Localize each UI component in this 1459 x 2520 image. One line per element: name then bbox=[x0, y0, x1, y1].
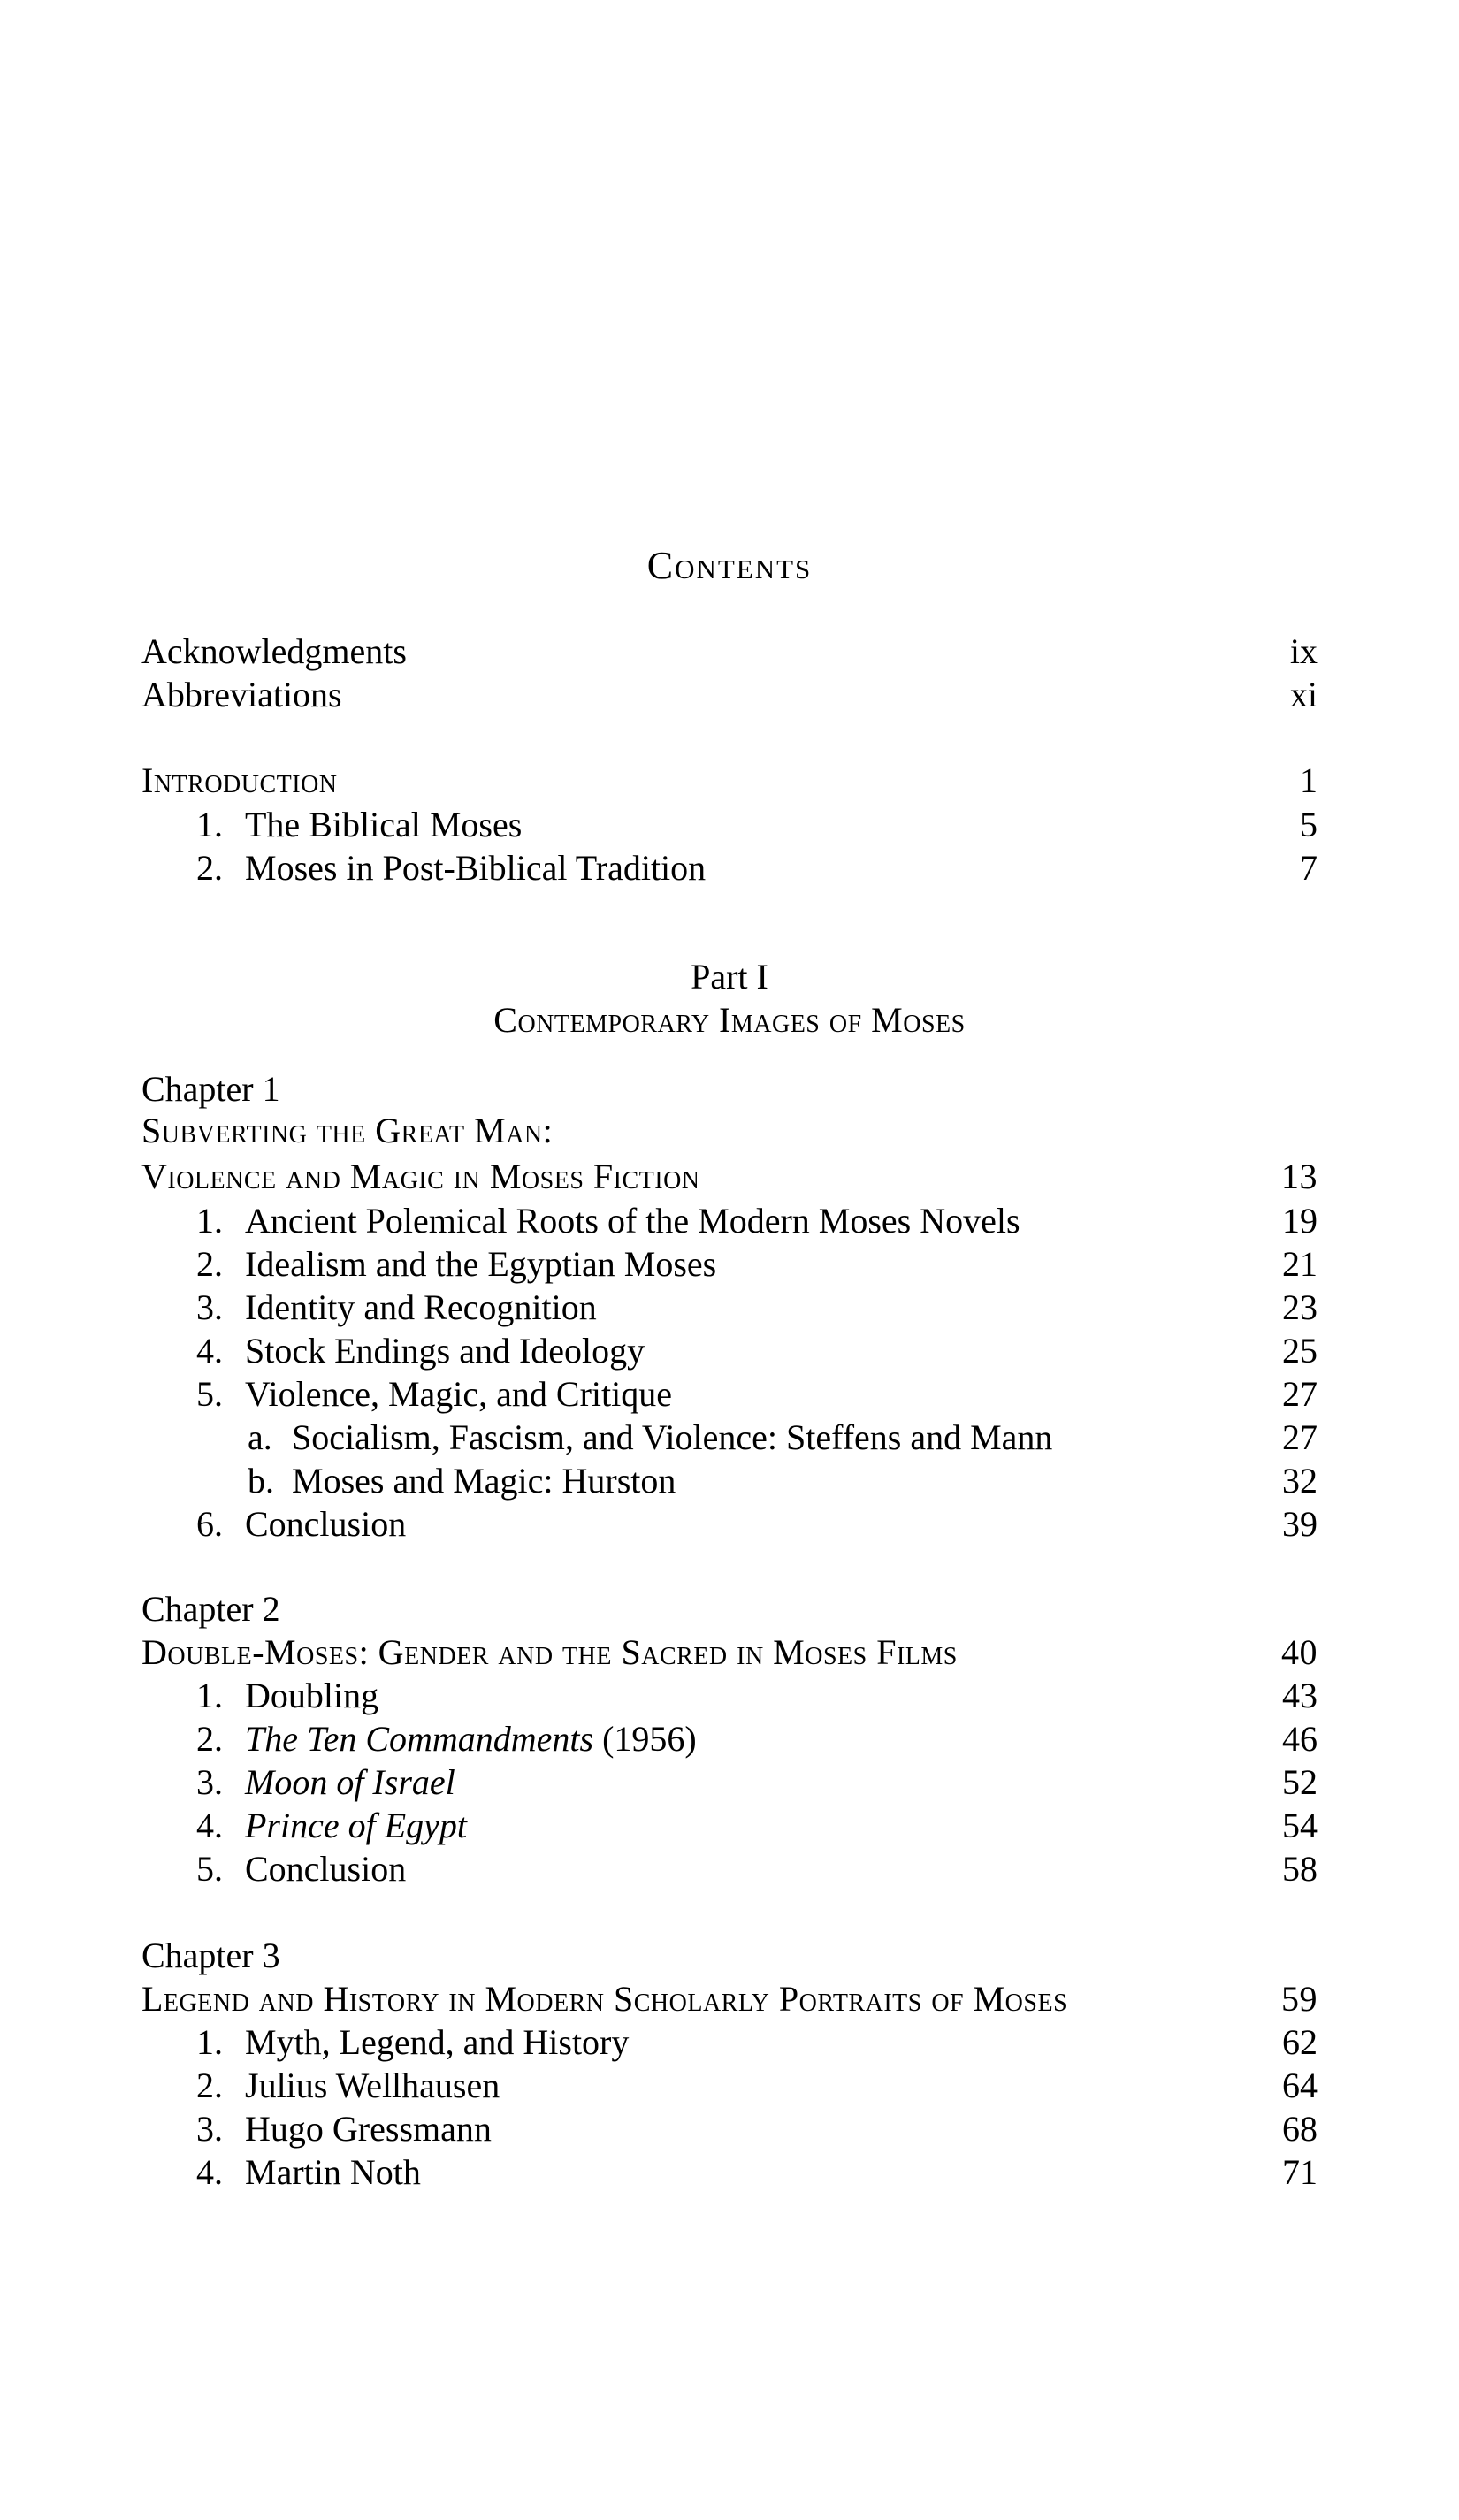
toc-row-abbreviations bbox=[141, 673, 1318, 716]
chapter-3-label: Chapter 3 bbox=[141, 1936, 280, 1975]
toc-row-ch3-item-3: 3. Hugo Gressmann 68 bbox=[196, 2109, 1318, 2149]
toc-row-ch3-item-1: 1. Myth, Legend, and History 62 bbox=[196, 2022, 1318, 2062]
entry-number: 1. bbox=[196, 805, 223, 844]
entry-page: 52 bbox=[1282, 1762, 1318, 1802]
entry-page: 71 bbox=[1282, 2152, 1318, 2192]
toc-row-ch2-item-3: 3. Moon of Israel 52 bbox=[196, 1762, 1318, 1802]
entry-page: 46 bbox=[1282, 1719, 1318, 1759]
chapter-3-title-line-1: Legend and History in Modern Scholarly Portraits of Moses 59 bbox=[141, 1979, 1318, 2019]
entry-label: Acknowledgments bbox=[141, 631, 407, 671]
entry-page: 54 bbox=[1282, 1806, 1318, 1845]
entry-page: 62 bbox=[1282, 2022, 1318, 2062]
entry-page: 23 bbox=[1282, 1287, 1318, 1327]
toc-row-ch1-item-6: 6. Conclusion 39 bbox=[196, 1504, 1318, 1544]
part-title: Contemporary Images of Moses bbox=[493, 1000, 966, 1040]
entry-page: 27 bbox=[1282, 1417, 1318, 1457]
toc-row-introduction bbox=[141, 759, 1318, 802]
entry-page: 59 bbox=[1281, 1979, 1318, 2019]
chapter-1-title-line-1: Subverting the Great Man: bbox=[141, 1111, 554, 1150]
entry-page: 5 bbox=[1300, 805, 1318, 844]
entry-page: 25 bbox=[1282, 1331, 1318, 1371]
entry-page: 64 bbox=[1282, 2066, 1318, 2105]
chapter-1-title-line-2: Violence and Magic in Moses Fiction 13 bbox=[141, 1157, 1318, 1196]
toc-row-ch2-item-1: 1. Doubling 43 bbox=[196, 1676, 1318, 1715]
entry-label: Abbreviations bbox=[141, 675, 342, 714]
entry-page: 43 bbox=[1282, 1676, 1318, 1715]
toc-row-ch2-item-2: 2. The Ten Commandments (1956) 46 bbox=[196, 1719, 1318, 1759]
toc-row-acknowledgments bbox=[141, 630, 1318, 673]
entry-page: 68 bbox=[1282, 2109, 1318, 2149]
entry-page: 19 bbox=[1282, 1201, 1318, 1241]
chapter-2-title-line-1: Double-Moses: Gender and the Sacred in Moses Films 40 bbox=[141, 1632, 1318, 1672]
toc-row-ch1-item-5a: a. Socialism, Fascism, and Violence: Steffens and Mann 27 bbox=[248, 1417, 1318, 1457]
entry-page: ix bbox=[1289, 631, 1318, 671]
toc-row-ch1-item-5: 5. Violence, Magic, and Critique 27 bbox=[196, 1374, 1318, 1414]
toc-row-ch2-item-5: 5. Conclusion 58 bbox=[196, 1849, 1318, 1889]
toc-row-intro-item-2 bbox=[141, 846, 1318, 890]
toc-row-intro-item-1 bbox=[141, 803, 1318, 846]
toc-row-ch1-item-1: 1. Ancient Polemical Roots of the Modern Moses Novels 19 bbox=[196, 1201, 1318, 1241]
entry-page: 21 bbox=[1282, 1244, 1318, 1284]
toc-row-ch1-item-5b: b. Moses and Magic: Hurston 32 bbox=[248, 1461, 1318, 1501]
entry-number: 2. bbox=[196, 848, 223, 888]
toc-row-ch2-item-4: 4. Prince of Egypt 54 bbox=[196, 1806, 1318, 1845]
entry-page: 58 bbox=[1282, 1849, 1318, 1889]
chapter-2-label: Chapter 2 bbox=[141, 1589, 280, 1629]
entry-page: 27 bbox=[1282, 1374, 1318, 1414]
toc-row-ch1-item-4: 4. Stock Endings and Ideology 25 bbox=[196, 1331, 1318, 1371]
entry-page: 1 bbox=[1300, 760, 1318, 800]
toc-row-ch3-item-2: 2. Julius Wellhausen 64 bbox=[196, 2066, 1318, 2105]
entry-page: xi bbox=[1289, 675, 1318, 714]
entry-page: 40 bbox=[1281, 1632, 1318, 1672]
entry-page: 39 bbox=[1282, 1504, 1318, 1544]
entry-label: Introduction bbox=[141, 760, 338, 800]
toc-row-ch1-item-2: 2. Idealism and the Egyptian Moses 21 bbox=[196, 1244, 1318, 1284]
toc-row-ch1-item-3: 3. Identity and Recognition 23 bbox=[196, 1287, 1318, 1327]
entry-page: 32 bbox=[1282, 1461, 1318, 1501]
toc-row-ch3-item-4: 4. Martin Noth 71 bbox=[196, 2152, 1318, 2192]
entry-label: The Biblical Moses bbox=[245, 805, 523, 844]
entry-page: 7 bbox=[1300, 848, 1318, 888]
part-label: Part I bbox=[691, 957, 768, 997]
chapter-1-label: Chapter 1 bbox=[141, 1069, 280, 1109]
page-title: Contents bbox=[646, 544, 813, 587]
entry-page: 13 bbox=[1281, 1157, 1318, 1196]
entry-label: Moses in Post-Biblical Tradition bbox=[245, 848, 707, 888]
